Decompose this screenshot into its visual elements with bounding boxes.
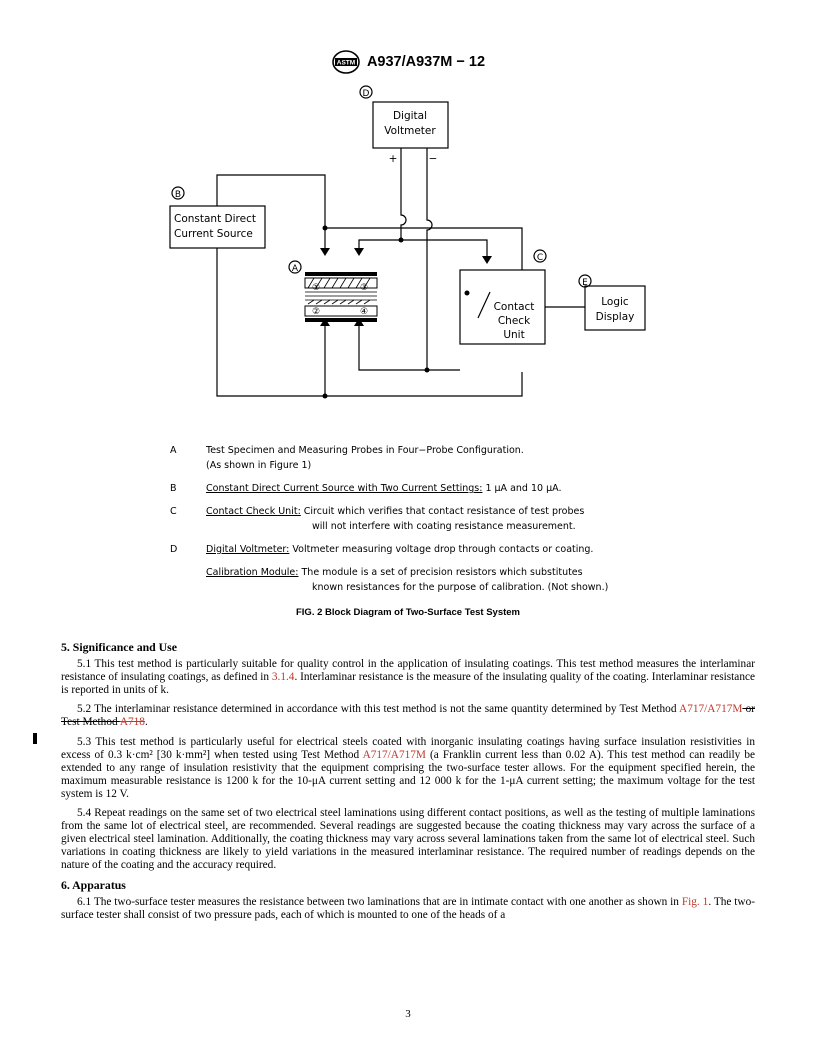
section-6-heading: 6. Apparatus: [61, 877, 126, 892]
section-5-heading: 5. Significance and Use: [61, 640, 178, 654]
deleted-text: or Test Method: [61, 703, 755, 729]
probe-4: ④: [359, 307, 369, 317]
link-a717-2[interactable]: A717/A717M: [362, 748, 426, 761]
paragraph-5-4: 5.4 Repeat readings on the same set of two electrical steel laminations using different contact positions, as well as the testing of multiple laminations from the same lot of electrical steel, are recommended. Several readings are suggested because the coating thickness may vary across the surface of a given electrical steel lamination. Additionally, the coating thickness may vary across several laminations taken from the same lot of electrical steel. Such variations in coating thickness are likely to yield variations in the measured interlaminar resistance. The required number of readings depends on the nature of the coating and the accuracy required.: [61, 807, 755, 872]
link-a717[interactable]: A717/A717M: [679, 703, 743, 716]
voltmeter-label-2: Voltmeter: [384, 125, 436, 137]
marker-a: A: [291, 264, 299, 274]
legend-item-d: D Digital Voltmeter: Voltmeter measuring voltage drop through contacts or coating.: [170, 544, 594, 555]
logo-text: ASTM: [336, 59, 356, 67]
source-label-1: Constant Direct: [174, 213, 256, 225]
marker-b: B: [174, 190, 182, 200]
figure-caption: FIG. 2 Block Diagram of Two-Surface Test System: [295, 607, 520, 618]
source-label-2: Current Source: [174, 228, 253, 240]
logic-label-2: Display: [595, 311, 635, 323]
astm-logo: [331, 49, 361, 75]
contact-check-label-2: Check: [497, 315, 531, 327]
contact-check-label-3: Unit: [503, 329, 525, 341]
paragraph-5-1: 5.1 This test method is particularly suitable for quality control in the application of insulating coatings. This test method measures the interlaminar resistance of insulating coatings, as defined in 3.1.4. Interlaminar resistance is the measure of the insulating quality of the coating. Interlaminar resistance is reported in units of k.: [61, 658, 756, 697]
probe-1: ①: [311, 283, 321, 293]
legend-item-a: A Test Specimen and Measuring Probes in Four−Probe Configuration. (As shown in Figure 1): [170, 445, 524, 471]
marker-d: D: [362, 89, 370, 99]
legend-item-b: B Constant Direct Current Source with Two Current Settings: 1 μA and 10 μA.: [170, 483, 562, 494]
paragraph-6-1: 6.1 The two-surface tester measures the resistance between two laminations that are in intimate contact with one another as shown in Fig. 1. The two-surface tester shall consist of two pressure pads, each of which is mounted to one of the heads of a: [61, 895, 755, 921]
document-designation: A937/A937M − 12: [366, 54, 486, 70]
body-text: [61, 641, 755, 928]
logic-label-1: Logic: [601, 296, 629, 308]
legend-item-calibration: Calibration Module: The module is a set of precision resistors which substitutes known resistances for the purpose of calibration. (Not shown.): [206, 567, 609, 593]
paragraph-5-3: 5.3 This test method is particularly useful for electrical steels coated with inorganic insulating coatings having surface insulation resistivities in excess of 0.3 k·cm² [30 k·mm²] when tested using Test Method A717/A717M (a Franklin current less than 0.02 A). This test method can readily be extended to any range of insulation resistivity that the equipment comprising the two-surface tester allows. For the equipment specified herein, the maximum measurable resistance is 1200 k for the 10-μA current setting and 12 000 k for the 1-μA current setting; the maximum voltage for the test system is 12 V.: [61, 735, 755, 800]
page-header: [0, 48, 816, 76]
revision-change-bar: [33, 733, 37, 744]
deleted-link-a718: A718: [119, 716, 145, 729]
marker-c: C: [536, 253, 544, 263]
paragraph-5-2: 5.2 The interlaminar resistance determined in accordance with this test method is not the same quantity determined by Test Method A717/A717M or Test Method A718.: [61, 703, 755, 729]
voltmeter-label-1: Digital: [392, 110, 428, 122]
probe-3: ③: [359, 283, 369, 293]
marker-e: E: [582, 278, 588, 288]
link-fig-1[interactable]: Fig. 1: [681, 895, 709, 908]
block-diagram-figure: [0, 80, 816, 410]
figure-legend: [170, 443, 690, 595]
link-3-1-4[interactable]: 3.1.4: [271, 671, 295, 684]
block-diagram: [0, 80, 816, 410]
contact-check-label-1: Contact: [493, 301, 535, 313]
logic-display-box: [585, 286, 645, 330]
minus-terminal: −: [428, 153, 438, 165]
plus-terminal: +: [388, 153, 398, 165]
probe-2: ②: [311, 307, 321, 317]
page-number: 3: [405, 1008, 411, 1020]
legend-item-c: C Contact Check Unit: Circuit which verifies that contact resistance of test probes will not interfere with coating resistance measurement.: [170, 506, 585, 532]
